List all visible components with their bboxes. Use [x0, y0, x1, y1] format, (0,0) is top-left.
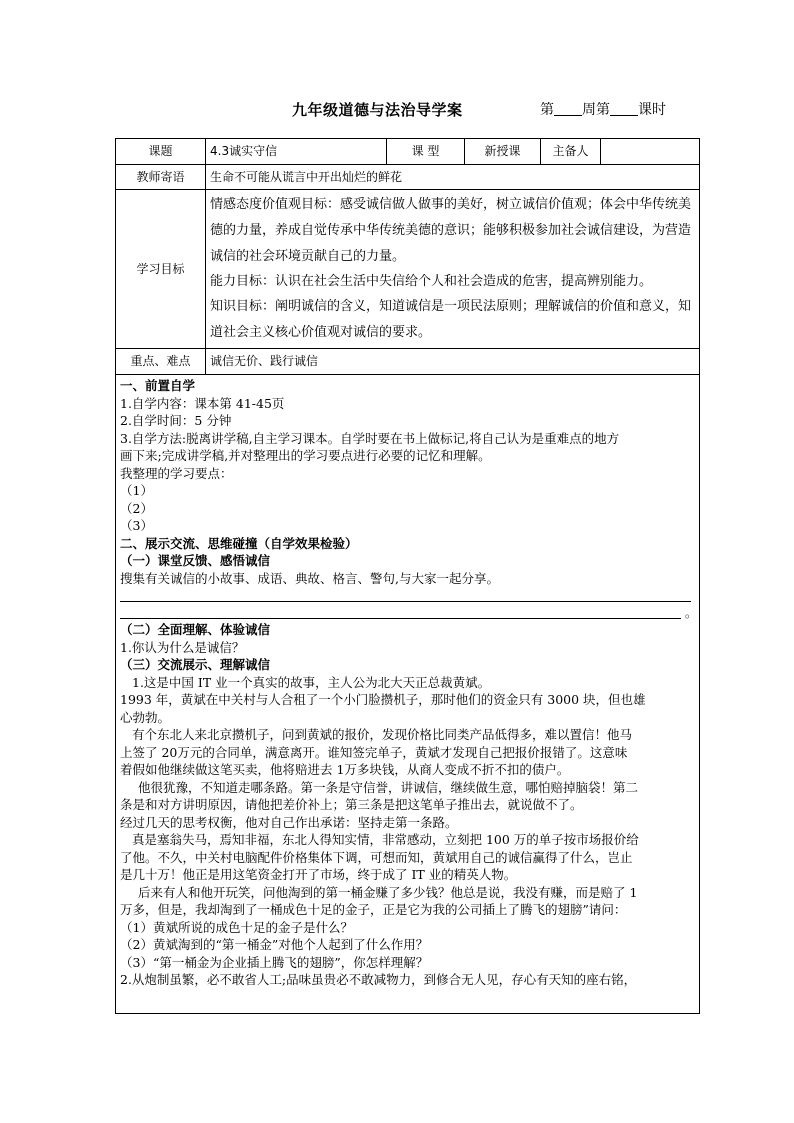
- subsection-3-title: （三）交流展示、理解诚信: [120, 657, 271, 672]
- subsection-1-title: （一）课堂反馈、感悟诚信: [120, 553, 271, 568]
- text-line: 我整理的学习要点：: [120, 465, 233, 481]
- text-line: 有个东北人来北京攒机子，问到黄斌的报价，发现价格比同类产品低得多，难以置信！他马: [132, 727, 633, 742]
- period-suffix: 课时: [638, 102, 666, 118]
- author-label: 主备人: [541, 139, 601, 165]
- type-value: 新授课: [465, 139, 541, 165]
- week-blank[interactable]: [554, 101, 582, 116]
- page-title: 九年级道德与法治导学案: [292, 101, 463, 119]
- text-line: 真是塞翁失马，焉知非福，东北人得知实情，非常感动，立刻把 100 万的单子按市场报价给: [132, 832, 639, 847]
- content-cell: [116, 375, 700, 1014]
- learning-goals-label: 学习目标: [116, 190, 206, 349]
- teacher-message-value: 生命不可能从谎言中开出灿烂的鲜花: [206, 165, 700, 190]
- text-line: 万多，但是，我却淘到了一桶成色十足的金子，正是它为我的公司插上了腾飞的翅膀”请问：: [120, 902, 627, 917]
- page-header: [0, 95, 794, 123]
- key-points-label: 重点、难点: [116, 349, 206, 375]
- question-1: （1）黄斌所说的成色十足的金子是什么？: [120, 919, 353, 935]
- text-line: 是几十万！他正是用这笔资金打开了市场，终于成了 IT 业的精英人物。: [120, 867, 517, 882]
- text-line: 后来有人和他开玩笑，问他淘到的第一桶金赚了多少钱？他总是说，我没有赚，而是赔了 1: [138, 884, 638, 900]
- author-value[interactable]: [601, 139, 700, 165]
- text-line: 1.你认为什么是诚信？: [120, 639, 245, 655]
- row-key-points: [116, 349, 700, 375]
- goal-emotion: 情感态度价值观目标：感受诚信做人做事的美好，树立诚信价值观；体会中华传统美德的力量，养成自觉传承中华传统美德的意识；能够积极参加社会诚信建设，为营造诚信的社会环境贡献自己的力量。: [210, 197, 692, 264]
- type-label: 课 型: [387, 139, 465, 165]
- text-line: 着假如他继续做这笔买卖，他将赔进去 1万多块钱，从商人变成不折不扣的债户。: [120, 762, 570, 777]
- row-learning-goals: [116, 190, 700, 349]
- teacher-message-label: 教师寄语: [116, 165, 206, 190]
- study-point-3[interactable]: （3）: [120, 518, 153, 533]
- question-3: （3）“第一桶金为企业插上腾飞的翅膀”，你怎样理解？: [120, 954, 429, 970]
- text-line: 2.自学时间：5 分钟: [120, 413, 232, 428]
- answer-line[interactable]: [120, 587, 691, 602]
- text-line: 2.从炮制虽繁，必不敢省人工;品味虽贵必不敢减物力，到修合无人见，存心有天知的座右铭，: [120, 972, 637, 987]
- text-line: 1993 年，黄斌在中关村与人合租了一个小门脸攒机子，那时他们的资金只有 3000 块，但也雄: [120, 692, 646, 707]
- period-week: 周第: [582, 102, 610, 118]
- text-line: 他很犹豫，不知道走哪条路。第一条是守信誉，讲诚信，继续做生意，哪怕赔掉脑袋！第二: [138, 779, 639, 795]
- period-prefix: 第: [540, 102, 554, 118]
- text-line: 了他。不久，中关村电脑配件价格集体下调，可想而知，黄斌用自己的诚信赢得了什么，岂止: [120, 849, 633, 865]
- subsection-2-title: （二）全面理解、体验诚信: [120, 622, 271, 637]
- study-point-2[interactable]: （2）: [120, 500, 153, 516]
- row-content: [116, 375, 700, 1014]
- text-line: 经过几天的思考权衡，他对自己作出承诺：坚持走第一条路。: [120, 814, 458, 830]
- key-points-value: 诚信无价、践行诚信: [206, 349, 700, 375]
- lesson-blank[interactable]: [610, 101, 638, 116]
- text-line: 搜集有关诚信的小故事、成语、典故、格言、警句,与大家一起分享。: [120, 570, 499, 586]
- lesson-value: 4.3诚实守信: [206, 139, 387, 165]
- text-line: 画下来;完成讲学稿,并对整理出的学习要点进行必要的记忆和理解。: [120, 448, 491, 463]
- lesson-plan-table: [115, 138, 700, 1014]
- row-teacher-message: [116, 165, 700, 190]
- goal-knowledge: 知识目标：阐明诚信的含义，知道诚信是一项民法原则；理解诚信的价值和意义，知道社会主义核心价值观对诚信的要求。: [210, 299, 692, 340]
- question-2: （2）黄斌淘到的“第一桶金”对他个人起到了什么作用？: [120, 937, 429, 952]
- study-point-1[interactable]: （1）: [120, 483, 153, 498]
- answer-line[interactable]: [120, 604, 681, 619]
- learning-goals-value: [206, 190, 700, 349]
- text-line: 3.自学方法:脱离讲学稿,自主学习课本。自学时要在书上做标记,将自己认为是重难点的地方: [120, 430, 620, 446]
- section-2-title: 二、展示交流、思维碰撞（自学效果检验）: [120, 535, 358, 551]
- goal-ability: 能力目标：认识在社会生活中失信给个人和社会造成的危害，提高辨别能力。: [210, 274, 653, 289]
- lesson-label: 课题: [116, 139, 206, 165]
- section-1-title: 一、前置自学: [120, 378, 196, 393]
- text-line: 1.这是中国 IT 业一个真实的故事，主人公为北大天正总裁黄斌。: [132, 674, 491, 690]
- text-line: 1.自学内容：课本第 41-45页: [120, 395, 285, 411]
- row-lesson-info: [116, 139, 700, 165]
- text-line: 条是和对方讲明原因，请他把差价补上；第三条是把这笔单子推出去，就说做不了。: [120, 797, 583, 812]
- period-field: [540, 99, 666, 119]
- text-line: 心勃勃。: [120, 709, 171, 725]
- text-line: 上签了 20万元的合同单，满意离开。谁知签完单子，黄斌才发现自己把报价报错了。这意味: [120, 744, 628, 760]
